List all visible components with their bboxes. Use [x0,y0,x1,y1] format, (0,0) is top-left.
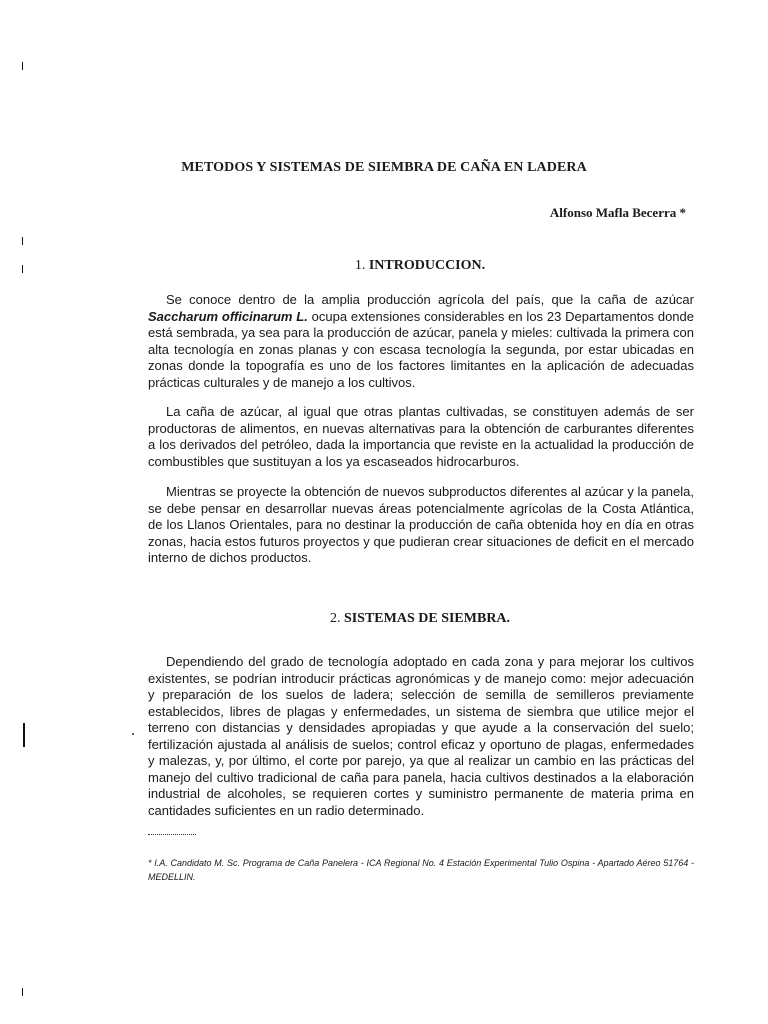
paragraph: Mientras se proyecte la obtención de nuevos subproductos diferentes al azúcar y la panela, se debe pensar en desarrollar nuevas áreas potencialmente agrícolas de la Costa Atlántica, de los Llanos Orientales, para no destinar la producción de caña obtenida hoy en día en otras zonas, hacia estos futuros proyectos y que pudieran crear situaciones de deficit en el mercado interno de dichos productos. [148,484,694,565]
scan-mark [22,988,23,996]
footnote: * I.A. Candidato M. Sc. Programa de Caña Panelera - ICA Regional No. 4 Estación Experimental Tulio Ospina - Apartado Aéreo 51764 - MEDELLIN. [148,858,694,882]
species-name: Saccharum officinarum L. [148,308,308,324]
scan-mark [22,237,23,245]
scan-mark [22,62,23,70]
paragraph: Se conoce dentro de la amplia producción agrícola del país, que la caña de azúcar Saccharum officinarum L. ocupa extensiones considerables en los 23 Departamentos donde está sembrada, ya sea para la producción de azúcar, panela y mieles: cultivada la primera con alta tecnología en zonas planas y con escasa tecnología la segunda, por estar ubicadas en zonas donde la topografía es uno de los factores limitantes en la aplicación de adecuadas prácticas culturales y de manejo a los cultivos. [148,292,694,390]
paragraph: La caña de azúcar, al igual que otras plantas cultivadas, se constituyen además de ser productoras de alimentos, en nuevas alternativas para la obtención de carburantes diferentes a los derivados del petróleo, dada la importancia que reviste en la actualidad la producción de combustibles que sustituyan a los ya escaseados hidrocarburos. [148,404,694,469]
section-heading [0,258,768,274]
section-title: SISTEMAS DE SIEMBRA. [343,611,511,626]
section-heading [0,611,768,627]
section-number: 2. [329,611,341,626]
section-title: INTRODUCCION. [368,258,486,273]
document-title: METODOS Y SISTEMAS DE SIEMBRA DE CAÑA EN LADERA [181,160,587,175]
author-name: Alfonso Mafla Becerra * [549,205,686,220]
scan-speck [132,733,134,735]
paragraph: Dependiendo del grado de tecnología adoptado en cada zona y para mejorar los cultivos existentes, se podrían introducir prácticas agronómicas y de manejo como: mejor adecuación y preparación de los suelos de ladera; selección de semilla de semilleros previamente establecidos, libres de plagas y enfermedades, un sistema de siembra que utilice mejor el terreno con distancias y densidades apropiadas y que ayude a la conservación del suelo; fertilización ajustada al análisis de suelos; control eficaz y oportuno de plagas, enfermedades y malezas, y, por último, el corte por parejo, ya que al realizar un cambio en las prácticas del manejo del cultivo tradicional de caña para panela, hacia cultivos destinados a la elaboración industrial de alcoholes, se requieren cortes y suministro permanente de materia prima en cantidades suficientes en un radio determinado. [148,654,694,818]
scan-mark [23,723,25,747]
section-number: 1. [354,258,366,273]
footnote-rule [148,834,196,835]
